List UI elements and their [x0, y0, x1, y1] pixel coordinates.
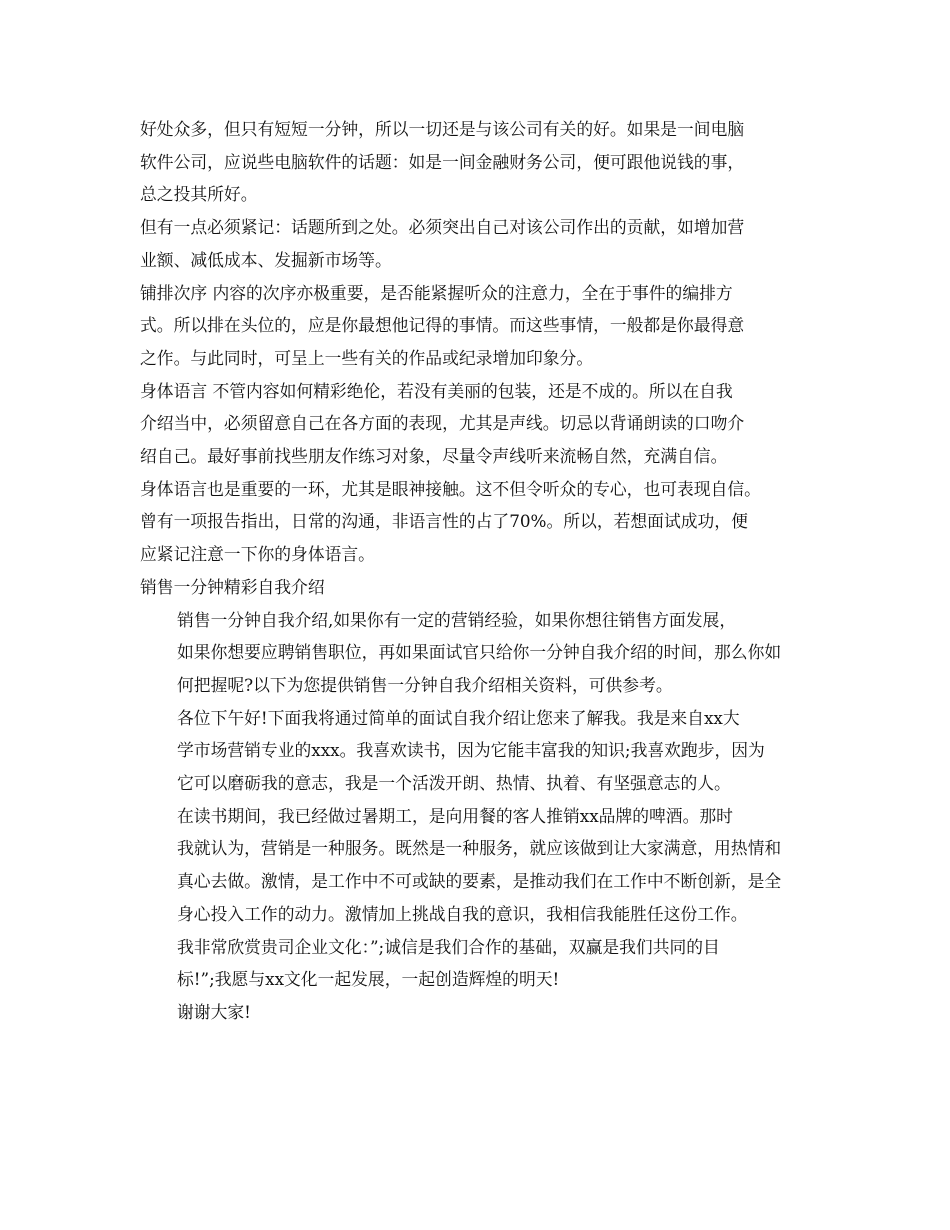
- text-line: 各位下午好!下面我将通过简单的面试自我介绍让您来了解我。我是来自xx大: [177, 707, 740, 728]
- text-line: 式。所以排在头位的，应是你最想他记得的事情。而这些事情，一般都是你最得意: [140, 315, 745, 336]
- text-line: 何把握呢?以下为您提供销售一分钟自我介绍相关资料，可供参考。: [177, 674, 673, 695]
- text-line: 销售一分钟精彩自我介绍: [140, 576, 325, 597]
- text-line: 软件公司，应说些电脑软件的话题：如是一间金融财务公司，便可跟他说钱的事，: [140, 151, 745, 172]
- text-line: 好处众多，但只有短短一分钟，所以一切还是与该公司有关的好。如果是一间电脑: [140, 119, 745, 139]
- text-line: 销售一分钟自我介绍,如果你有一定的营销经验，如果你想往销售方面发展，: [177, 609, 737, 630]
- text-line: 学市场营销专业的xxx。我喜欢读书，因为它能丰富我的知识;我喜欢跑步，因为: [177, 740, 765, 761]
- paragraph: [140, 113, 850, 211]
- text-line: 但有一点必须紧记：话题所到之处。必须突出自己对该公司作出的贡献，如增加营: [140, 217, 745, 238]
- paragraph: [140, 571, 850, 604]
- text-line: 身体语言也是重要的一环，尤其是眼神接触。这不但令听众的专心，也可表现自信。: [140, 478, 761, 499]
- document-body: [140, 113, 850, 1029]
- paragraph: [140, 800, 850, 931]
- text-line: 身心投入工作的动力。激情加上挑战自我的意识，我相信我能胜任这份工作。: [177, 903, 748, 924]
- text-line: 它可以磨砺我的意志，我是一个活泼开朗、热情、执着、有坚强意志的人。: [177, 773, 731, 794]
- text-line: 在读书期间，我已经做过暑期工，是向用餐的客人推销xx品牌的啤酒。那时: [177, 805, 733, 826]
- paragraph: [140, 375, 850, 473]
- text-line: 标!”;我愿与xx文化一起发展，一起创造辉煌的明天!: [177, 969, 560, 990]
- text-line: 身体语言 不管内容如何精彩绝伦，若没有美丽的包装，还是不成的。所以在自我: [140, 380, 733, 401]
- paragraph: [140, 211, 850, 276]
- paragraph: [140, 604, 850, 702]
- text-line: 绍自己。最好事前找些朋友作练习对象，尽量令声线听来流畅自然，充满自信。: [140, 446, 728, 467]
- text-line: 我非常欣赏贵司企业文化：”;诚信是我们合作的基础，双赢是我们共同的目: [177, 936, 720, 957]
- text-line: 介绍当中，必须留意自己在各方面的表现，尤其是声线。切忌以背诵朗读的口吻介: [140, 413, 745, 434]
- paragraph: [140, 931, 850, 996]
- text-line: 业额、减低成本、发掘新市场等。: [140, 249, 392, 270]
- text-line: 曾有一项报告指出，日常的沟通，非语言性的占了70%。所以，若想面试成功，便: [140, 511, 748, 532]
- text-line: 我就认为，营销是一种服务。既然是一种服务，就应该做到让大家满意，用热情和: [177, 838, 782, 859]
- text-line: 铺排次序 内容的次序亦极重要，是否能紧握听众的注意力，全在于事件的编排方: [140, 282, 733, 303]
- text-line: 总之投其所好。: [140, 184, 258, 205]
- paragraph: [140, 996, 850, 1029]
- paragraph: [140, 277, 850, 375]
- paragraph: [140, 473, 850, 571]
- text-line: 应紧记注意一下你的身体语言。: [140, 544, 375, 565]
- text-line: 真心去做。激情，是工作中不可或缺的要素，是推动我们在工作中不断创新，是全: [177, 871, 782, 892]
- paragraph: [140, 702, 850, 800]
- text-line: 之作。与此同时，可呈上一些有关的作品或纪录增加印象分。: [140, 347, 594, 368]
- text-line: 谢谢大家!: [177, 1001, 251, 1022]
- text-line: 如果你想要应聘销售职位，再如果面试官只给你一分钟自我介绍的时间，那么你如: [177, 642, 782, 663]
